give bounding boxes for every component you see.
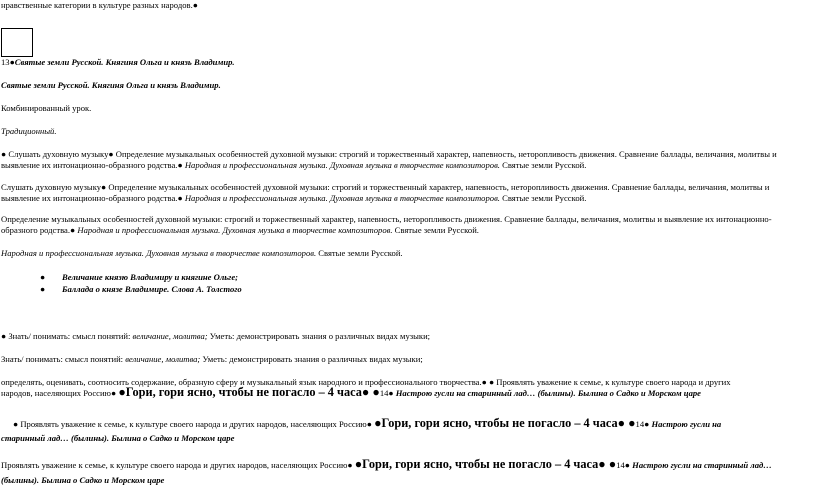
lesson-heading-13: 13●Святые земли Русской. Княгиня Ольга и князь Владимир. [1,57,235,67]
knowledge-line: Знать/ понимать: смысл понятий: величание, молитва; Уметь: демонстрировать знания о различных видах музыки; [1,354,423,364]
lesson-type: Комбинированный урок. [1,103,92,113]
list-item: Величание князю Владимиру и княгине Ольге; [62,272,239,282]
knowledge-line: ● Знать/ понимать: смысл понятий: величание, молитва; Уметь: демонстрировать знания о различных видах музыки; [1,331,431,341]
bullet-icon: ● [40,284,46,294]
list-item: Баллада о князе Владимире. Слова А. Толстого [62,284,242,294]
lesson-form: Традиционный. [1,126,57,136]
lesson-title: Святые земли Русской. Княгиня Ольга и князь Владимир. [1,80,221,90]
bullet-icon: ● [40,272,46,282]
paragraph: Народная и профессиональная музыка. Духовная музыка в творчестве композиторов. Святые земли Русской. [1,248,403,258]
text-line: нравственные категории в культуре разных народов.● [1,0,198,10]
empty-box [1,28,33,57]
